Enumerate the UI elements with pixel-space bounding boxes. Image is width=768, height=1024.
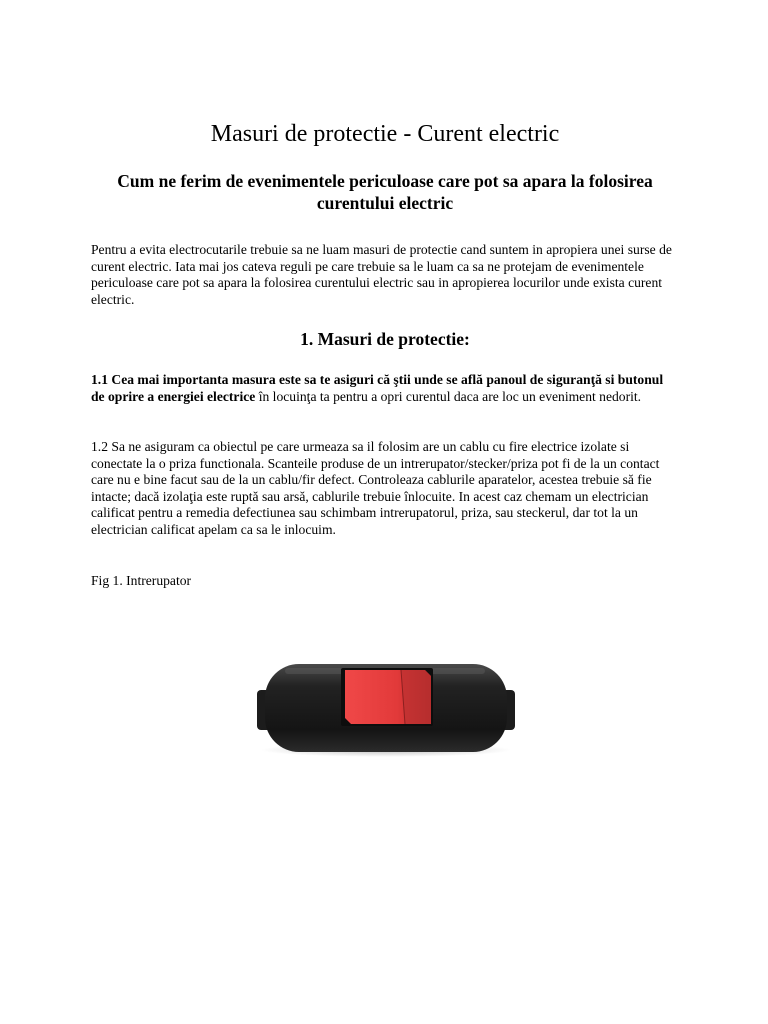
figure-caption: Fig 1. Intrerupator bbox=[91, 573, 192, 588]
intro-paragraph: Pentru a evita electrocutarile trebuie sa ne luam masuri de protectie cand suntem in apropiera unei surse de curent electric. Iata mai jos cateva reguli pe care trebuie sa le luam ca sa ne protejam de evenimentele periculoase care pot sa apara la folosirea curentului electric sau in apropierea locurilor unde exista curent electric. bbox=[91, 242, 672, 307]
rule-1-text: în locuinţa ta pentru a opri curentul daca are loc un eveniment nedorit. bbox=[255, 388, 642, 404]
section-heading: 1. Masuri de protectie: bbox=[300, 329, 470, 349]
rule-1-paragraph bbox=[91, 372, 679, 405]
rule-1-bold-text: 1.1 Cea mai importanta masura este sa te asiguri că ştii unde se află panoul de siguranţă si butonul de oprire a energiei electrice bbox=[91, 372, 664, 404]
page-title: Masuri de protectie - Curent electric bbox=[210, 121, 560, 147]
page-subtitle: Cum ne ferim de evenimentele periculoase care pot sa apara la folosirea curentului electric bbox=[117, 171, 653, 213]
switch-rocker-face bbox=[401, 670, 431, 724]
switch-photo-icon bbox=[255, 658, 517, 758]
rule-2-paragraph: 1.2 Sa ne asiguram ca obiectul pe care urmeaza sa il folosim are un cablu cu fire electrice izolate si conectate la o priza functionala. Scanteile produse de un intrerupator/stecker/priza pot fi de la un contact care nu e bine facut sau de la un cablu/fir defect. Controleaza cablurile aparatelor, acestea trebuie să fie intacte; dacă izolaţia este ruptă sau arsă, cablurile trebuie înlocuite. In acest caz chemam un electrician calificat pentru a remedia defectiunea sau schimbam intrerupatorul, priza, sau steckerul, dar tot la un electrician calificat apelam ca sa le inlocuim. bbox=[91, 439, 660, 537]
